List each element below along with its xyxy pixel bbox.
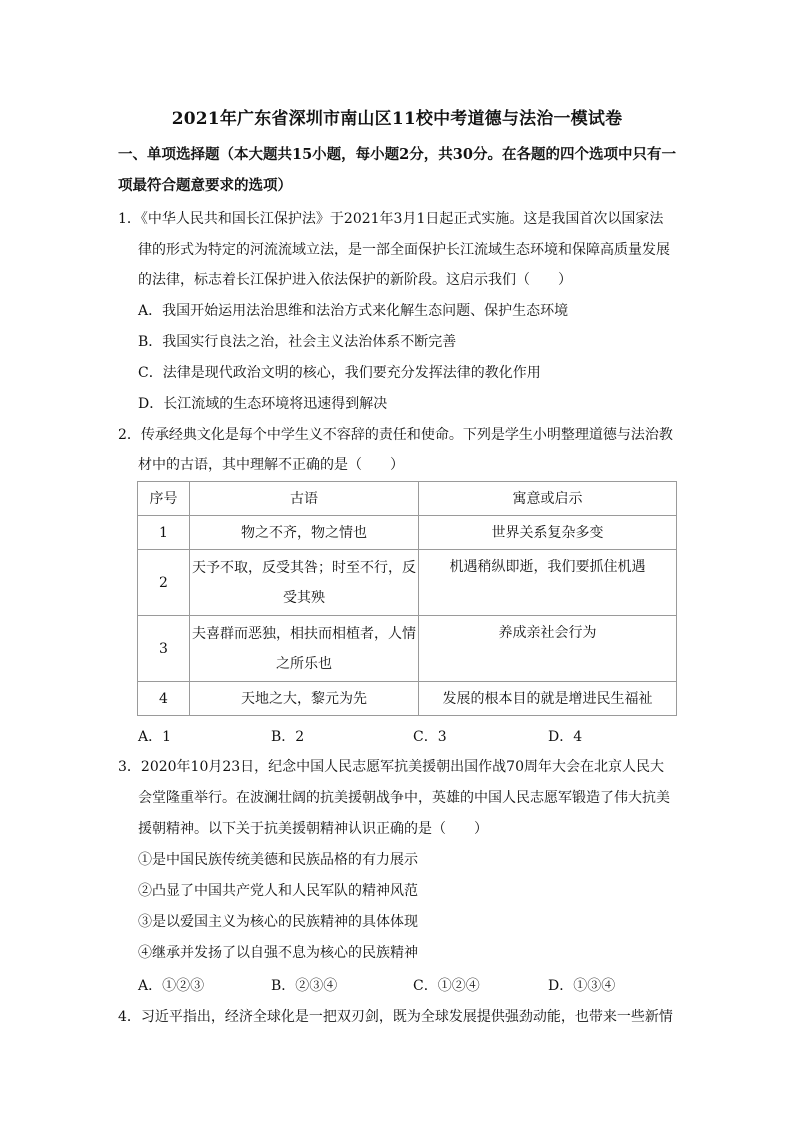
- q3-options-row: [138, 975, 678, 995]
- table-cell-quote: [190, 550, 419, 616]
- q3-option-a: A．①②③: [138, 978, 205, 994]
- quote-text-line2: 之所乐也: [276, 655, 332, 672]
- table-cell-meaning: 世界关系复杂多变: [419, 516, 677, 550]
- q3-item-4: ④继承并发扬了以自强不息为核心的民族精神: [138, 945, 418, 961]
- quote-text-line1: 夫喜群而恶独，相扶而相植者，人情: [192, 625, 416, 642]
- page-title: 2021年广东省深圳市南山区11校中考道德与法治一模试卷: [171, 109, 623, 129]
- q4-stem-line1: 4．习近平指出，经济全球化是一把双刃剑，既为全球发展提供强劲动能，也带来一些新情: [118, 1009, 673, 1025]
- q1-stem-line2: 律的形式为特定的河流流域立法，是一部全面保护长江流域生态环境和保障高质量发展: [138, 242, 670, 258]
- q1-stem-line3: 的法律，标志着长江保护进入依法保护的新阶段。这启示我们（ ）: [138, 272, 572, 288]
- table-row: [138, 616, 677, 682]
- table-cell-meaning: 发展的根本目的就是增进民生福祉: [419, 682, 677, 716]
- table-cell-meaning: 机遇稍纵即逝，我们要抓住机遇: [419, 550, 677, 616]
- quote-text-line1: 天予不取，反受其咎；时至不行，反: [192, 559, 416, 576]
- quote-text: 天地之大，黎元为先: [241, 690, 367, 707]
- table-cell-number: 2: [138, 550, 190, 616]
- quote-text-line2: 受其殃: [283, 589, 325, 606]
- table-header-cell: 寓意或启示: [419, 482, 677, 516]
- table-header-row: [138, 482, 677, 516]
- q2-option-d: D．4: [548, 729, 583, 745]
- q2-options-row: [138, 726, 678, 746]
- q1-option-c: C．法律是现代政治文明的核心，我们要充分发挥法律的教化作用: [138, 365, 541, 381]
- table-row: [138, 682, 677, 716]
- q2-stem-line2: 材中的古语，其中理解不正确的是（ ）: [138, 457, 404, 473]
- table-cell-number: 3: [138, 616, 190, 682]
- section-heading-line2: 项最符合题意要求的选项）: [118, 177, 292, 194]
- table-cell-quote: [190, 616, 419, 682]
- table-cell-meaning: 养成亲社会行为: [419, 616, 677, 682]
- q2-option-a: A．1: [138, 729, 172, 745]
- q3-stem-line3: 援朝精神。以下关于抗美援朝精神认识正确的是（ ）: [138, 821, 488, 837]
- q1-option-a: A．我国开始运用法治思维和法治方式来化解生态问题、保护生态环境: [138, 303, 569, 319]
- q1-option-d: D．长江流域的生态环境将迅速得到解决: [138, 396, 388, 412]
- table-header-cell: 序号: [138, 482, 190, 516]
- q2-option-b: B．2: [271, 729, 305, 745]
- q2-option-c: C．3: [413, 729, 447, 745]
- table-cell-number: 1: [138, 516, 190, 550]
- table-cell-quote: [190, 682, 419, 716]
- q3-option-d: D．①③④: [548, 978, 616, 994]
- q2-stem-line1: 2．传承经典文化是每个中学生义不容辞的责任和使命。下列是学生小明整理道德与法治教: [118, 427, 673, 443]
- table-header-cell: 古语: [190, 482, 419, 516]
- q3-stem-line1: 3．2020年10月23日，纪念中国人民志愿军抗美援朝出国作战70周年大会在北京人民大: [118, 759, 664, 775]
- section-heading-line1: 一、单项选择题（本大题共15小题，每小题2分，共30分。在各题的四个选项中只有一: [118, 146, 676, 163]
- table-cell-number: 4: [138, 682, 190, 716]
- q1-option-b: B．我国实行良法之治，社会主义法治体系不断完善: [138, 334, 457, 350]
- q3-item-1: ①是中国民族传统美德和民族品格的有力展示: [138, 852, 418, 868]
- table-row: [138, 550, 677, 616]
- q3-item-2: ②凸显了中国共产党人和人民军队的精神风范: [138, 883, 418, 899]
- table-row: [138, 516, 677, 550]
- table-cell-quote: [190, 516, 419, 550]
- q3-item-3: ③是以爱国主义为核心的民族精神的具体体现: [138, 914, 418, 930]
- quote-text: 物之不齐，物之情也: [241, 524, 367, 541]
- q3-stem-line2: 会堂隆重举行。在波澜壮阔的抗美援朝战争中，英雄的中国人民志愿军锻造了伟大抗美: [138, 790, 670, 806]
- q1-stem-line1: 1．《中华人民共和国长江保护法》于2021年3月1日起正式实施。这是我国首次以国家法: [118, 211, 664, 227]
- q3-option-c: C．①②④: [413, 978, 480, 994]
- q3-option-b: B．②③④: [271, 978, 338, 994]
- quote-table: [137, 481, 677, 716]
